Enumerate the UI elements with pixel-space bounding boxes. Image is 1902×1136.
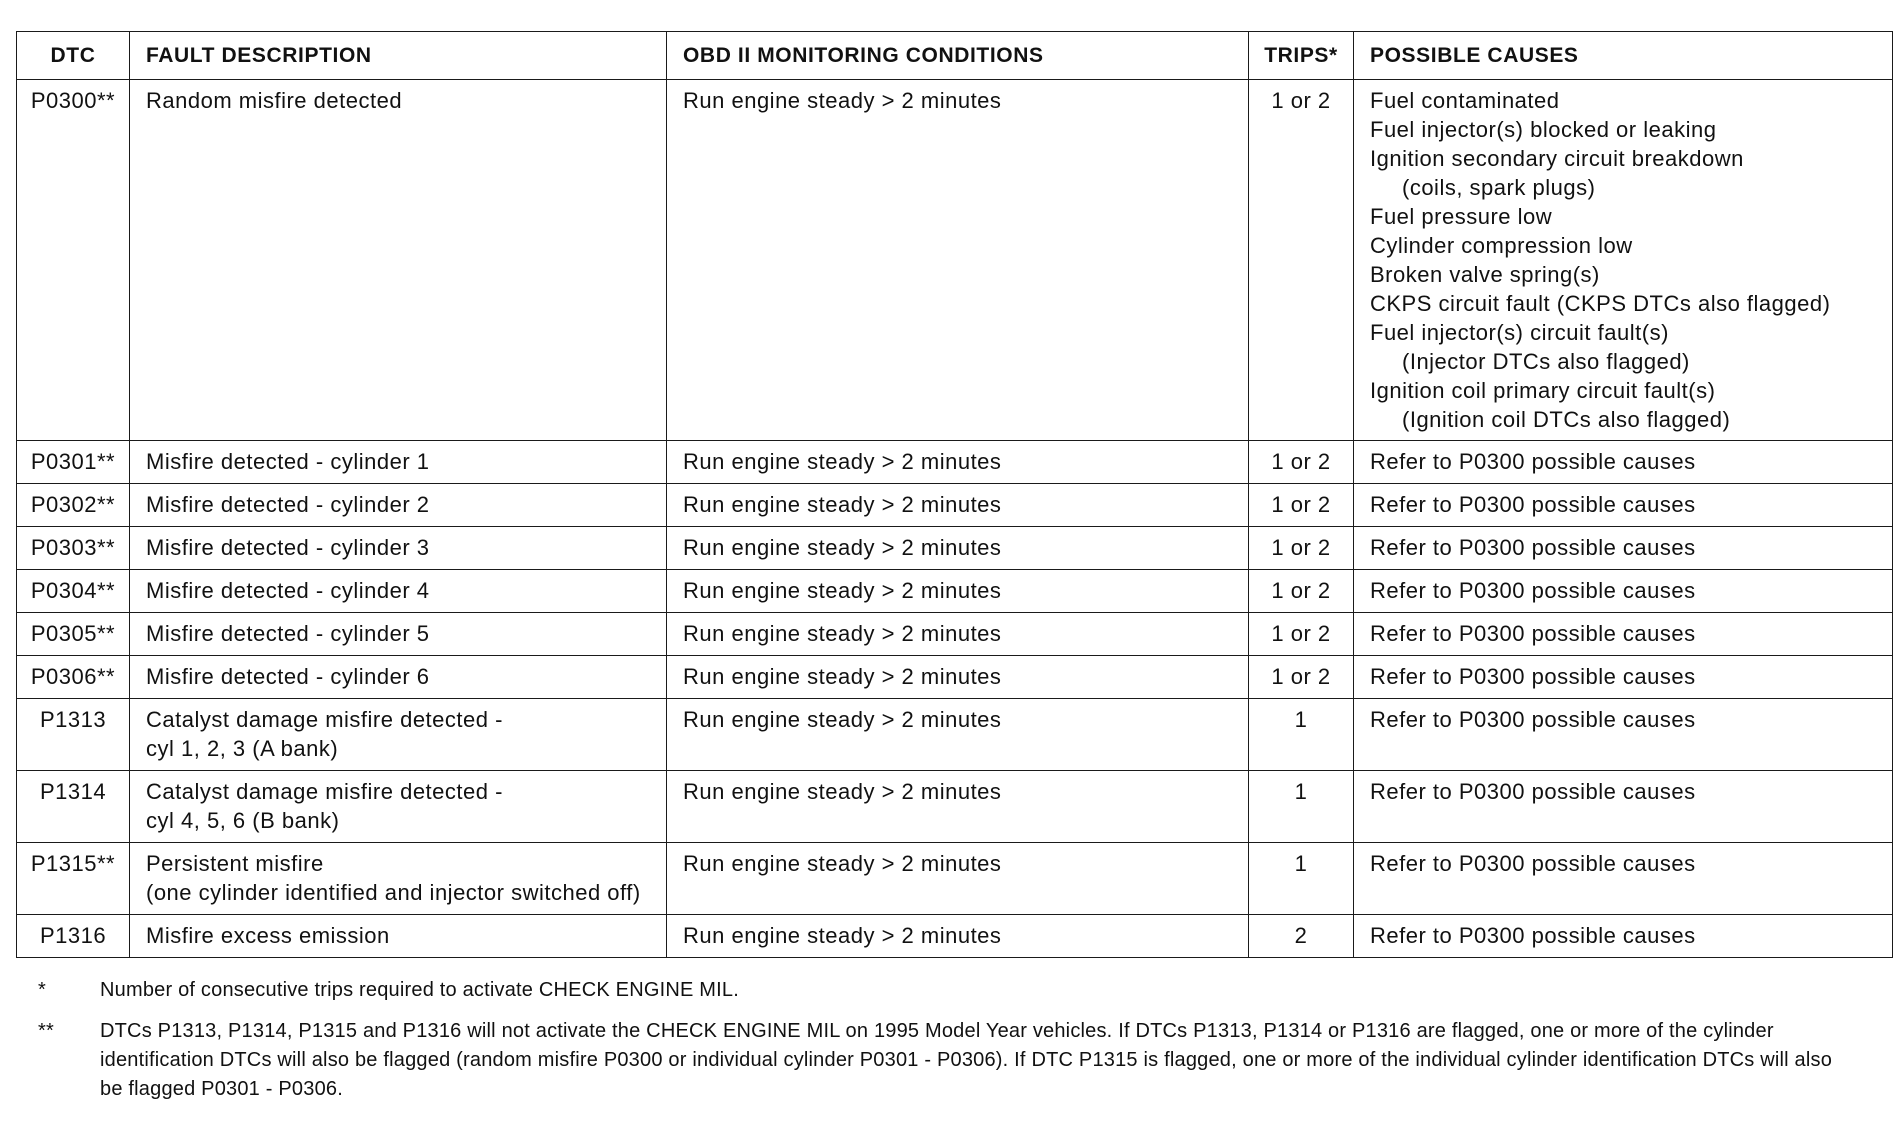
cell-dtc: P1315** — [17, 843, 130, 915]
text-line: cyl 4, 5, 6 (B bank) — [146, 808, 340, 833]
cell-dtc: P0303** — [17, 527, 130, 570]
cell-trips: 1 or 2 — [1249, 656, 1354, 699]
cell-fault-description — [130, 699, 667, 771]
cell-fault-description — [130, 613, 667, 656]
cell-trips: 1 — [1249, 771, 1354, 843]
cell-dtc: P0305** — [17, 613, 130, 656]
cell-possible-causes — [1354, 699, 1893, 771]
cell-possible-causes — [1354, 656, 1893, 699]
cell-monitoring-conditions: Run engine steady > 2 minutes — [667, 915, 1249, 958]
cell-trips: 1 — [1249, 699, 1354, 771]
cell-monitoring-conditions: Run engine steady > 2 minutes — [667, 843, 1249, 915]
cell-possible-causes — [1354, 771, 1893, 843]
cell-trips: 1 or 2 — [1249, 570, 1354, 613]
table-row — [17, 80, 1893, 441]
cause-line: Broken valve spring(s) — [1370, 262, 1600, 287]
cause-line: Refer to P0300 possible causes — [1370, 535, 1696, 560]
text-line: Misfire excess emission — [146, 923, 390, 948]
header-trips: TRIPS* — [1249, 32, 1354, 80]
table-row — [17, 613, 1893, 656]
cell-dtc: P0300** — [17, 80, 130, 441]
cell-possible-causes — [1354, 843, 1893, 915]
cause-line: Fuel injector(s) blocked or leaking — [1370, 117, 1717, 142]
text-line: Misfire detected - cylinder 3 — [146, 535, 430, 560]
table-row — [17, 570, 1893, 613]
cause-line: Ignition secondary circuit breakdown — [1370, 146, 1744, 171]
cell-possible-causes — [1354, 613, 1893, 656]
text-line: cyl 1, 2, 3 (A bank) — [146, 736, 339, 761]
cause-line: (coils, spark plugs) — [1402, 175, 1596, 200]
cause-line: Refer to P0300 possible causes — [1370, 664, 1696, 689]
cause-line: Refer to P0300 possible causes — [1370, 707, 1696, 732]
cell-fault-description — [130, 80, 667, 441]
footnote-mark: * — [38, 979, 46, 1001]
cell-dtc: P0301** — [17, 441, 130, 484]
footnote-text: Number of consecutive trips required to activate CHECK ENGINE MIL. — [100, 979, 739, 1001]
table-header-row — [17, 32, 1893, 80]
footnote-mark: ** — [38, 1020, 54, 1042]
cell-dtc: P0302** — [17, 484, 130, 527]
cause-line: Ignition coil primary circuit fault(s) — [1370, 378, 1716, 403]
dtc-table — [16, 31, 1893, 958]
cause-line: Refer to P0300 possible causes — [1370, 779, 1696, 804]
footnote-text: DTCs P1313, P1314, P1315 and P1316 will not activate the CHECK ENGINE MIL on 1995 Model Year vehicles. If DTCs P1313, P1314 or P1316 are flagged, one or more of the cylinder identification DTCs will also be flagged (random misfire P0300 or individual cylinder P0301 - P0306). If DTC P1315 is flagged, one or more of the individual cylinder identification DTCs will also be flagged P0301 - P0306. — [100, 1020, 1833, 1100]
cause-line: Refer to P0300 possible causes — [1370, 851, 1696, 876]
cell-possible-causes — [1354, 80, 1893, 441]
text-line: Random misfire detected — [146, 88, 403, 113]
cell-monitoring-conditions: Run engine steady > 2 minutes — [667, 441, 1249, 484]
cell-fault-description — [130, 484, 667, 527]
cause-line: (Ignition coil DTCs also flagged) — [1402, 407, 1731, 432]
cell-possible-causes — [1354, 441, 1893, 484]
cause-line: Fuel pressure low — [1370, 204, 1553, 229]
cell-dtc: P1313 — [17, 699, 130, 771]
table-row — [17, 843, 1893, 915]
cell-monitoring-conditions: Run engine steady > 2 minutes — [667, 699, 1249, 771]
table-body — [17, 80, 1893, 958]
cell-monitoring-conditions: Run engine steady > 2 minutes — [667, 613, 1249, 656]
cause-line: Refer to P0300 possible causes — [1370, 492, 1696, 517]
cell-dtc: P0304** — [17, 570, 130, 613]
cell-fault-description — [130, 915, 667, 958]
cell-trips: 1 or 2 — [1249, 613, 1354, 656]
cell-trips: 1 or 2 — [1249, 484, 1354, 527]
text-line: Catalyst damage misfire detected - — [146, 707, 503, 732]
cell-possible-causes — [1354, 915, 1893, 958]
cell-trips: 1 or 2 — [1249, 441, 1354, 484]
cell-trips: 1 or 2 — [1249, 80, 1354, 441]
text-line: Misfire detected - cylinder 4 — [146, 578, 430, 603]
cell-monitoring-conditions: Run engine steady > 2 minutes — [667, 484, 1249, 527]
cause-line: Fuel contaminated — [1370, 88, 1560, 113]
cell-monitoring-conditions: Run engine steady > 2 minutes — [667, 570, 1249, 613]
cell-possible-causes — [1354, 570, 1893, 613]
cell-fault-description — [130, 843, 667, 915]
cell-fault-description — [130, 527, 667, 570]
text-line: Misfire detected - cylinder 1 — [146, 449, 430, 474]
cause-line: Cylinder compression low — [1370, 233, 1633, 258]
text-line: Misfire detected - cylinder 6 — [146, 664, 430, 689]
text-line: Misfire detected - cylinder 5 — [146, 621, 430, 646]
table-row — [17, 915, 1893, 958]
table-row — [17, 771, 1893, 843]
cell-possible-causes — [1354, 527, 1893, 570]
table-row — [17, 699, 1893, 771]
cause-line: Refer to P0300 possible causes — [1370, 449, 1696, 474]
cell-monitoring-conditions: Run engine steady > 2 minutes — [667, 656, 1249, 699]
header-monitoring-conditions: OBD II MONITORING CONDITIONS — [667, 32, 1249, 80]
footnote — [38, 976, 1838, 1005]
table-row — [17, 484, 1893, 527]
text-line: Misfire detected - cylinder 2 — [146, 492, 430, 517]
cause-line: Fuel injector(s) circuit fault(s) — [1370, 320, 1669, 345]
table-row — [17, 527, 1893, 570]
cell-possible-causes — [1354, 484, 1893, 527]
cell-dtc: P0306** — [17, 656, 130, 699]
text-line: Catalyst damage misfire detected - — [146, 779, 503, 804]
header-fault-description: FAULT DESCRIPTION — [130, 32, 667, 80]
cause-line: (Injector DTCs also flagged) — [1402, 349, 1690, 374]
cell-trips: 1 or 2 — [1249, 527, 1354, 570]
footnote — [38, 1017, 1838, 1104]
cell-fault-description — [130, 570, 667, 613]
cell-trips: 1 — [1249, 843, 1354, 915]
cell-monitoring-conditions: Run engine steady > 2 minutes — [667, 771, 1249, 843]
cell-monitoring-conditions: Run engine steady > 2 minutes — [667, 527, 1249, 570]
cell-fault-description — [130, 656, 667, 699]
header-possible-causes: POSSIBLE CAUSES — [1354, 32, 1893, 80]
text-line: Persistent misfire — [146, 851, 324, 876]
footnotes — [38, 976, 1838, 1116]
header-dtc: DTC — [17, 32, 130, 80]
cell-trips: 2 — [1249, 915, 1354, 958]
cell-dtc: P1316 — [17, 915, 130, 958]
cell-fault-description — [130, 771, 667, 843]
cause-line: CKPS circuit fault (CKPS DTCs also flagged) — [1370, 291, 1831, 316]
cause-line: Refer to P0300 possible causes — [1370, 578, 1696, 603]
cause-line: Refer to P0300 possible causes — [1370, 621, 1696, 646]
table-row — [17, 656, 1893, 699]
cell-fault-description — [130, 441, 667, 484]
table-row — [17, 441, 1893, 484]
cell-monitoring-conditions: Run engine steady > 2 minutes — [667, 80, 1249, 441]
cause-line: Refer to P0300 possible causes — [1370, 923, 1696, 948]
cell-dtc: P1314 — [17, 771, 130, 843]
text-line: (one cylinder identified and injector switched off) — [146, 880, 641, 905]
